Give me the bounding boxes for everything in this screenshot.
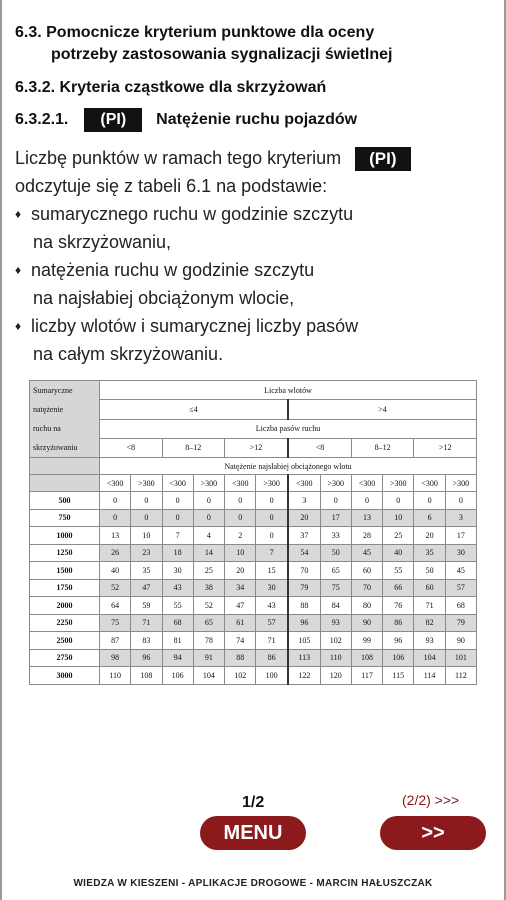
table-cell: 70 bbox=[288, 562, 320, 580]
bullet-item bbox=[15, 312, 495, 340]
subcol-header: >300 bbox=[131, 475, 162, 492]
bullet-continuation: na skrzyżowaniu, bbox=[33, 232, 172, 252]
table-cell: 81 bbox=[162, 632, 193, 650]
diamond-icon: ♦ bbox=[15, 207, 22, 221]
table-cell: 0 bbox=[131, 492, 162, 510]
table-cell: 115 bbox=[383, 667, 414, 685]
footer-credits: WIEDZA W KIESZENI - APLIKACJE DROGOWE - MARCIN HAŁUSZCZAK bbox=[73, 878, 433, 889]
table-cell: 20 bbox=[414, 527, 445, 545]
table-cell: 71 bbox=[256, 632, 288, 650]
table-cell: 82 bbox=[414, 614, 445, 632]
table-cell: 104 bbox=[193, 667, 224, 685]
table-cell: 108 bbox=[131, 667, 162, 685]
table-cell: 90 bbox=[445, 632, 476, 650]
table-cell: 66 bbox=[383, 579, 414, 597]
table-cell: 110 bbox=[100, 667, 131, 685]
table-cell: 83 bbox=[131, 632, 162, 650]
table-cell: 57 bbox=[445, 579, 476, 597]
table-cell: 74 bbox=[225, 632, 256, 650]
table-cell: 38 bbox=[193, 579, 224, 597]
subcol-header: >300 bbox=[256, 475, 288, 492]
points-table bbox=[29, 380, 477, 685]
table-cell: 10 bbox=[383, 509, 414, 527]
table-cell: 55 bbox=[162, 597, 193, 615]
table-cell: 10 bbox=[131, 527, 162, 545]
table-cell: 10 bbox=[225, 544, 256, 562]
page-indicator: 1/2 bbox=[242, 794, 265, 811]
subcol-header: <300 bbox=[162, 475, 193, 492]
table-cell: 68 bbox=[445, 597, 476, 615]
pasy-header: <8 bbox=[288, 438, 351, 457]
row-label: 500 bbox=[30, 492, 100, 510]
table-cell: 114 bbox=[414, 667, 445, 685]
bullet-text: liczby wlotów i sumarycznej liczby pasów bbox=[31, 316, 359, 336]
table-cell: 0 bbox=[414, 492, 445, 510]
table-cell: 47 bbox=[131, 579, 162, 597]
intro-text-a: Liczbę punktów w ramach tego kryterium bbox=[15, 148, 342, 168]
subsection-heading: 6.3.2. Kryteria cząstkowe dla skrzyżowań bbox=[15, 79, 327, 96]
row-header-line: ruchu na bbox=[33, 424, 61, 433]
table-cell: 110 bbox=[320, 649, 351, 667]
row-label: 2750 bbox=[30, 649, 100, 667]
table-cell: 43 bbox=[162, 579, 193, 597]
table-cell: 0 bbox=[351, 492, 382, 510]
table-cell: 35 bbox=[131, 562, 162, 580]
table-cell: 86 bbox=[256, 649, 288, 667]
next-page-link[interactable]: (2/2) >>> bbox=[402, 792, 460, 808]
table-cell: 71 bbox=[414, 597, 445, 615]
section-heading-line2: potrzeby zastosowania sygnalizacji świetlnej bbox=[51, 46, 393, 63]
table-cell: 65 bbox=[193, 614, 224, 632]
table-cell: 45 bbox=[445, 562, 476, 580]
table-cell: 101 bbox=[445, 649, 476, 667]
pasy-header: <8 bbox=[100, 438, 163, 457]
table-cell: 76 bbox=[383, 597, 414, 615]
row-label: 1250 bbox=[30, 544, 100, 562]
subcol-header: >300 bbox=[320, 475, 351, 492]
table-cell: 34 bbox=[225, 579, 256, 597]
table-cell: 37 bbox=[288, 527, 320, 545]
table-cell: 84 bbox=[320, 597, 351, 615]
diamond-icon: ♦ bbox=[15, 263, 22, 277]
table-cell: 61 bbox=[225, 614, 256, 632]
table-cell: 65 bbox=[320, 562, 351, 580]
table-cell: 57 bbox=[256, 614, 288, 632]
table-cell: 112 bbox=[445, 667, 476, 685]
table-cell: 0 bbox=[193, 492, 224, 510]
table-cell: 59 bbox=[131, 597, 162, 615]
table-cell: 79 bbox=[288, 579, 320, 597]
table-cell: 105 bbox=[288, 632, 320, 650]
subcol-header: >300 bbox=[193, 475, 224, 492]
table-cell: 93 bbox=[414, 632, 445, 650]
table-cell: 13 bbox=[100, 527, 131, 545]
row-label: 1750 bbox=[30, 579, 100, 597]
table-cell: 55 bbox=[383, 562, 414, 580]
table-cell: 6 bbox=[414, 509, 445, 527]
wloty-header: ≤4 bbox=[100, 400, 288, 419]
table-cell: 0 bbox=[256, 509, 288, 527]
table-cell: 4 bbox=[193, 527, 224, 545]
row-label: 1000 bbox=[30, 527, 100, 545]
table-cell: 96 bbox=[383, 632, 414, 650]
table-cell: 91 bbox=[193, 649, 224, 667]
table-row bbox=[30, 667, 477, 685]
table-cell: 43 bbox=[256, 597, 288, 615]
table-cell: 75 bbox=[100, 614, 131, 632]
table-cell: 96 bbox=[131, 649, 162, 667]
table-cell: 64 bbox=[100, 597, 131, 615]
table-cell: 18 bbox=[162, 544, 193, 562]
table-cell: 30 bbox=[162, 562, 193, 580]
table-cell: 80 bbox=[351, 597, 382, 615]
intro-line2: odczytuje się z tabeli 6.1 na podstawie: bbox=[15, 176, 328, 196]
criterion-number: 6.3.2.1. bbox=[15, 111, 69, 128]
row-header-line: natężenie bbox=[33, 405, 64, 414]
table-cell: 26 bbox=[100, 544, 131, 562]
criterion-heading bbox=[15, 108, 357, 132]
table-cell: 60 bbox=[414, 579, 445, 597]
table-cell: 0 bbox=[445, 492, 476, 510]
table-row bbox=[30, 562, 477, 580]
liczba-pasow-header: Liczba pasów ruchu bbox=[100, 419, 477, 438]
wloty-header: >4 bbox=[288, 400, 477, 419]
table-cell: 90 bbox=[351, 614, 382, 632]
table-cell: 113 bbox=[288, 649, 320, 667]
table-row bbox=[30, 632, 477, 650]
table-row bbox=[30, 527, 477, 545]
table-cell: 0 bbox=[320, 492, 351, 510]
table-cell: 3 bbox=[288, 492, 320, 510]
table-cell: 108 bbox=[351, 649, 382, 667]
table-cell: 122 bbox=[288, 667, 320, 685]
row-header-filler bbox=[30, 475, 100, 492]
table-cell: 106 bbox=[383, 649, 414, 667]
table-cell: 13 bbox=[351, 509, 382, 527]
table-cell: 96 bbox=[288, 614, 320, 632]
table-cell: 0 bbox=[100, 509, 131, 527]
pasy-header: 8–12 bbox=[162, 438, 225, 457]
subcol-header: <300 bbox=[351, 475, 382, 492]
left-border bbox=[0, 0, 2, 900]
row-header-filler bbox=[30, 458, 100, 475]
table-cell: 17 bbox=[445, 527, 476, 545]
table-cell: 54 bbox=[288, 544, 320, 562]
subcol-header: <300 bbox=[225, 475, 256, 492]
pasy-header: >12 bbox=[414, 438, 477, 457]
row-label: 2500 bbox=[30, 632, 100, 650]
subcol-header: <300 bbox=[288, 475, 320, 492]
subcol-header: >300 bbox=[383, 475, 414, 492]
natezenie-header: Natężenie najsłabiej obciążonego wlotu bbox=[100, 458, 477, 475]
row-header-cell bbox=[30, 381, 100, 458]
table-cell: 50 bbox=[414, 562, 445, 580]
table-cell: 106 bbox=[162, 667, 193, 685]
table-cell: 0 bbox=[162, 492, 193, 510]
table-cell: 0 bbox=[225, 509, 256, 527]
table-cell: 86 bbox=[383, 614, 414, 632]
row-label: 3000 bbox=[30, 667, 100, 685]
table-cell: 0 bbox=[256, 492, 288, 510]
table-cell: 28 bbox=[351, 527, 382, 545]
table-cell: 52 bbox=[100, 579, 131, 597]
table-row bbox=[30, 509, 477, 527]
table-cell: 45 bbox=[351, 544, 382, 562]
table-row bbox=[30, 649, 477, 667]
table-cell: 88 bbox=[225, 649, 256, 667]
table-cell: 104 bbox=[414, 649, 445, 667]
section-heading-line1: 6.3. Pomocnicze kryterium punktowe dla oceny bbox=[15, 24, 375, 41]
table-cell: 88 bbox=[288, 597, 320, 615]
section-heading bbox=[15, 22, 495, 66]
table-cell: 20 bbox=[288, 509, 320, 527]
table-cell: 78 bbox=[193, 632, 224, 650]
table-cell: 0 bbox=[162, 509, 193, 527]
bullet-continuation: na całym skrzyżowaniu. bbox=[33, 344, 224, 364]
table-cell: 3 bbox=[445, 509, 476, 527]
table-cell: 17 bbox=[320, 509, 351, 527]
table-cell: 98 bbox=[100, 649, 131, 667]
bullet-text: sumarycznego ruchu w godzinie szczytu bbox=[31, 204, 354, 224]
row-label: 2250 bbox=[30, 614, 100, 632]
table-cell: 30 bbox=[445, 544, 476, 562]
table-cell: 93 bbox=[320, 614, 351, 632]
table-cell: 117 bbox=[351, 667, 382, 685]
table-row bbox=[30, 614, 477, 632]
description bbox=[15, 144, 495, 368]
table-cell: 71 bbox=[131, 614, 162, 632]
bullet-item bbox=[15, 200, 495, 228]
table-cell: 120 bbox=[320, 667, 351, 685]
row-label: 750 bbox=[30, 509, 100, 527]
table-cell: 102 bbox=[320, 632, 351, 650]
table-cell: 25 bbox=[193, 562, 224, 580]
table-row bbox=[30, 579, 477, 597]
liczba-wlotow-header: Liczba wlotów bbox=[100, 381, 477, 400]
table-cell: 0 bbox=[225, 492, 256, 510]
table-row bbox=[30, 544, 477, 562]
table-cell: 0 bbox=[131, 509, 162, 527]
table-cell: 0 bbox=[100, 492, 131, 510]
table-cell: 75 bbox=[320, 579, 351, 597]
table-cell: 25 bbox=[383, 527, 414, 545]
subcol-header: >300 bbox=[445, 475, 476, 492]
subcol-header: <300 bbox=[414, 475, 445, 492]
pasy-header: 8–12 bbox=[351, 438, 414, 457]
table-cell: 87 bbox=[100, 632, 131, 650]
table-cell: 7 bbox=[256, 544, 288, 562]
table-cell: 0 bbox=[383, 492, 414, 510]
table-cell: 35 bbox=[414, 544, 445, 562]
menu-button[interactable]: MENU bbox=[200, 816, 306, 850]
next-button[interactable]: >> bbox=[380, 816, 486, 850]
table-cell: 100 bbox=[256, 667, 288, 685]
table-cell: 47 bbox=[225, 597, 256, 615]
row-header-line: Sumaryczne bbox=[33, 386, 73, 395]
criterion-tag: (PI) bbox=[84, 108, 142, 132]
table-cell: 94 bbox=[162, 649, 193, 667]
table-cell: 23 bbox=[131, 544, 162, 562]
subcol-header: <300 bbox=[100, 475, 131, 492]
table-row bbox=[30, 597, 477, 615]
table-cell: 40 bbox=[383, 544, 414, 562]
table-cell: 7 bbox=[162, 527, 193, 545]
table-cell: 79 bbox=[445, 614, 476, 632]
table-cell: 50 bbox=[320, 544, 351, 562]
table-row bbox=[30, 492, 477, 510]
bullet-text: natężenia ruchu w godzinie szczytu bbox=[31, 260, 315, 280]
table-cell: 33 bbox=[320, 527, 351, 545]
intro-tag: (PI) bbox=[355, 147, 410, 171]
bullet-item bbox=[15, 256, 495, 284]
row-header-line: skrzyżowaniu bbox=[33, 443, 78, 452]
diamond-icon: ♦ bbox=[15, 319, 22, 333]
table-cell: 99 bbox=[351, 632, 382, 650]
table-cell: 52 bbox=[193, 597, 224, 615]
table-cell: 15 bbox=[256, 562, 288, 580]
pasy-header: >12 bbox=[225, 438, 288, 457]
table-cell: 60 bbox=[351, 562, 382, 580]
criterion-title: Natężenie ruchu pojazdów bbox=[156, 111, 358, 128]
table-cell: 2 bbox=[225, 527, 256, 545]
table-cell: 20 bbox=[225, 562, 256, 580]
table-cell: 40 bbox=[100, 562, 131, 580]
table-cell: 14 bbox=[193, 544, 224, 562]
table-cell: 102 bbox=[225, 667, 256, 685]
table-cell: 0 bbox=[193, 509, 224, 527]
row-label: 1500 bbox=[30, 562, 100, 580]
table-cell: 70 bbox=[351, 579, 382, 597]
table-cell: 0 bbox=[256, 527, 288, 545]
table-cell: 68 bbox=[162, 614, 193, 632]
table-cell: 30 bbox=[256, 579, 288, 597]
intro-line1 bbox=[15, 144, 495, 172]
bullet-continuation: na najsłabiej obciążonym wlocie, bbox=[33, 288, 295, 308]
row-label: 2000 bbox=[30, 597, 100, 615]
